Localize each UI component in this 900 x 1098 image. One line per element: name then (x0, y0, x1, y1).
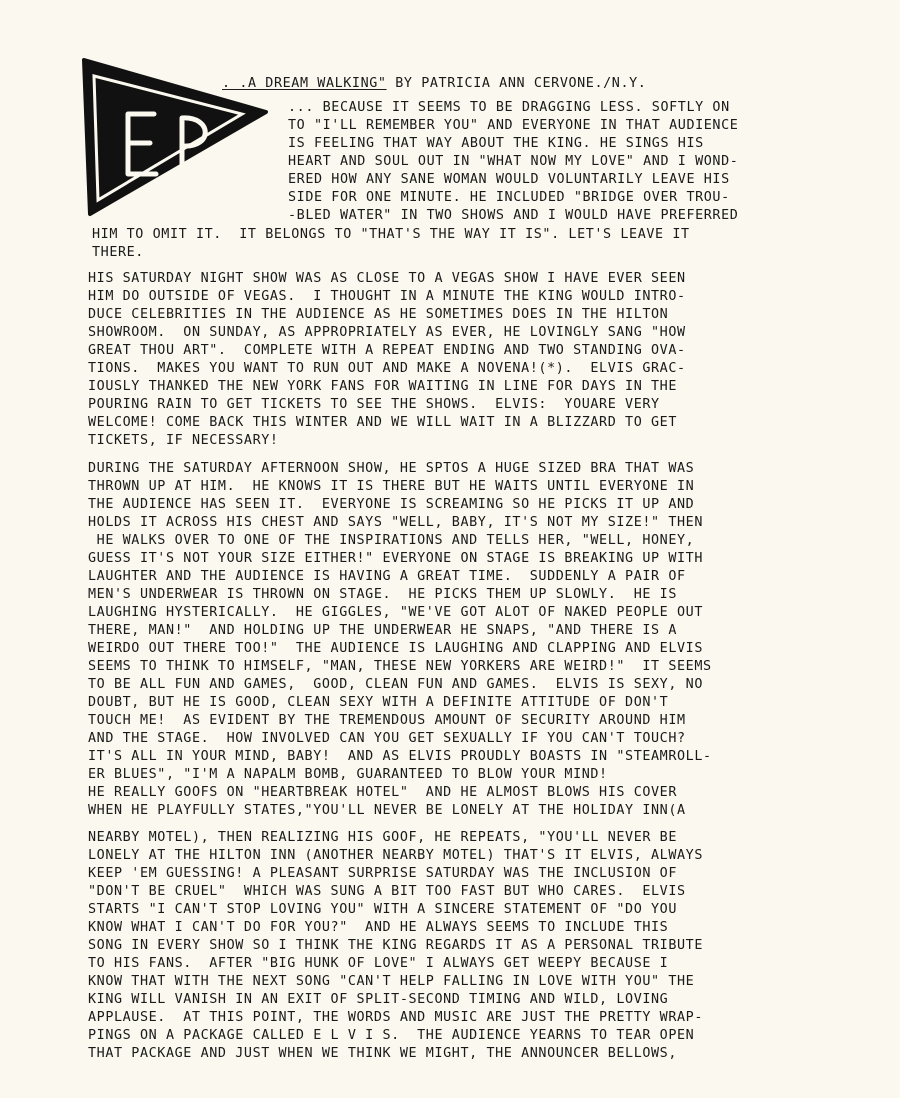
text-line: PINGS ON A PACKAGE CALLED E L V I S. THE AUDIENCE YEARNS TO TEAR OPEN (88, 1028, 695, 1043)
text-line: SIDE FOR ONE MINUTE. HE INCLUDED "BRIDGE OVER TROU- (288, 190, 730, 205)
text-line: WHEN HE PLAYFULLY STATES,"YOU'LL NEVER BE LONELY AT THE HOLIDAY INN(A (88, 803, 686, 818)
text-line: KNOW WHAT I CAN'T DO FOR YOU?" AND HE ALWAYS SEEMS TO INCLUDE THIS (88, 920, 669, 935)
text-line: TOUCH ME! AS EVIDENT BY THE TREMENDOUS AMOUNT OF SECURITY AROUND HIM (88, 713, 686, 728)
text-line: "DON'T BE CRUEL" WHICH WAS SUNG A BIT TOO FAST BUT WHO CARES. ELVIS (88, 884, 686, 899)
text-line: IS FEELING THAT WAY ABOUT THE KING. HE SINGS HIS (288, 136, 704, 151)
text-line: WEIRDO OUT THERE TOO!" THE AUDIENCE IS LAUGHING AND CLAPPING AND ELVIS (88, 641, 703, 656)
text-line: HE REALLY GOOFS ON "HEARTBREAK HOTEL" AND HE ALMOST BLOWS HIS COVER (88, 785, 678, 800)
text-line: TO BE ALL FUN AND GAMES, GOOD, CLEAN FUN AND GAMES. ELVIS IS SEXY, NO (88, 677, 703, 692)
text-line: SEEMS TO THINK TO HIMSELF, "MAN, THESE NEW YORKERS ARE WEIRD!" IT SEEMS (88, 659, 712, 674)
text-line: DURING THE SATURDAY AFTERNOON SHOW, HE SPTOS A HUGE SIZED BRA THAT WAS (88, 461, 695, 476)
text-line: WELCOME! COME BACK THIS WINTER AND WE WILL WAIT IN A BLIZZARD TO GET (88, 415, 678, 430)
text-line: TO "I'LL REMEMBER YOU" AND EVERYONE IN THAT AUDIENCE (288, 118, 739, 133)
text-line: ERED HOW ANY SANE WOMAN WOULD VOLUNTARILY LEAVE HIS (288, 172, 730, 187)
byline: BY PATRICIA ANN CERVONE./N.Y. (386, 76, 647, 91)
text-line: KEEP 'EM GUESSING! A PLEASANT SURPRISE SATURDAY WAS THE INCLUSION OF (88, 866, 678, 881)
text-line: HIM DO OUTSIDE OF VEGAS. I THOUGHT IN A MINUTE THE KING WOULD INTRO- (88, 289, 686, 304)
text-line: IT'S ALL IN YOUR MIND, BABY! AND AS ELVIS PROUDLY BOASTS IN "STEAMROLL- (88, 749, 712, 764)
text-line: AND THE STAGE. HOW INVOLVED CAN YOU GET SEXUALLY IF YOU CAN'T TOUCH? (88, 731, 686, 746)
text-line: KNOW THAT WITH THE NEXT SONG "CAN'T HELP FALLING IN LOVE WITH YOU" THE (88, 974, 695, 989)
text-line: HEART AND SOUL OUT IN "WHAT NOW MY LOVE" AND I WOND- (288, 154, 739, 169)
text-line: -BLED WATER" IN TWO SHOWS AND I WOULD HAVE PREFERRED (288, 208, 739, 223)
text-line: GUESS IT'S NOT YOUR SIZE EITHER!" EVERYONE ON STAGE IS BREAKING UP WITH (88, 551, 703, 566)
text-line: LAUGHTER AND THE AUDIENCE IS HAVING A GREAT TIME. SUDDENLY A PAIR OF (88, 569, 686, 584)
text-line: TICKETS, IF NECESSARY! (88, 433, 279, 448)
text-line: GREAT THOU ART". COMPLETE WITH A REPEAT ENDING AND TWO STANDING OVA- (88, 343, 686, 358)
text-line: POURING RAIN TO GET TICKETS TO SEE THE SHOWS. ELVIS: YOUARE VERY (88, 397, 660, 412)
text-line: KING WILL VANISH IN AN EXIT OF SPLIT-SECOND TIMING AND WILD, LOVING (88, 992, 669, 1007)
text-line: THAT PACKAGE AND JUST WHEN WE THINK WE MIGHT, THE ANNOUNCER BELLOWS, (88, 1046, 678, 1061)
song-title: . .A DREAM WALKING" (222, 76, 387, 91)
text-line: LAUGHING HYSTERICALLY. HE GIGGLES, "WE'VE GOT ALOT OF NAKED PEOPLE OUT (88, 605, 703, 620)
text-line: DUCE CELEBRITIES IN THE AUDIENCE AS HE SOMETIMES DOES IN THE HILTON (88, 307, 669, 322)
text-line: ER BLUES", "I'M A NAPALM BOMB, GUARANTEED TO BLOW YOUR MIND! (88, 767, 608, 782)
text-line: TO HIS FANS. AFTER "BIG HUNK OF LOVE" I ALWAYS GET WEEPY BECAUSE I (88, 956, 669, 971)
text-line: HIS SATURDAY NIGHT SHOW WAS AS CLOSE TO A VEGAS SHOW I HAVE EVER SEEN (88, 271, 686, 286)
text-line: HE WALKS OVER TO ONE OF THE INSPIRATIONS AND TELLS HER, "WELL, HONEY, (88, 533, 695, 548)
text-line: THERE. (92, 245, 144, 260)
text-line: HOLDS IT ACROSS HIS CHEST AND SAYS "WELL, BABY, IT'S NOT MY SIZE!" THEN (88, 515, 703, 530)
text-line: MEN'S UNDERWEAR IS THROWN ON STAGE. HE PICKS THEM UP SLOWLY. HE IS (88, 587, 678, 602)
text-line: APPLAUSE. AT THIS POINT, THE WORDS AND MUSIC ARE JUST THE PRETTY WRAP- (88, 1010, 703, 1025)
text-line: SHOWROOM. ON SUNDAY, AS APPROPRIATELY AS EVER, HE LOVINGLY SANG "HOW (88, 325, 686, 340)
text-line: LONELY AT THE HILTON INN (ANOTHER NEARBY MOTEL) THAT'S IT ELVIS, ALWAYS (88, 848, 703, 863)
text-line: NEARBY MOTEL), THEN REALIZING HIS GOOF, HE REPEATS, "YOU'LL NEVER BE (88, 830, 678, 845)
text-line: THROWN UP AT HIM. HE KNOWS IT IS THERE BUT HE WAITS UNTIL EVERYONE IN (88, 479, 695, 494)
text-line: DOUBT, BUT HE IS GOOD, CLEAN SEXY WITH A DEFINITE ATTITUDE OF DON'T (88, 695, 669, 710)
text-line: TIONS. MAKES YOU WANT TO RUN OUT AND MAKE A NOVENA!(*). ELVIS GRAC- (88, 361, 686, 376)
text-line: STARTS "I CAN'T STOP LOVING YOU" WITH A SINCERE STATEMENT OF "DO YOU (88, 902, 678, 917)
text-line: SONG IN EVERY SHOW SO I THINK THE KING REGARDS IT AS A PERSONAL TRIBUTE (88, 938, 703, 953)
text-line: THERE, MAN!" AND HOLDING UP THE UNDERWEAR HE SNAPS, "AND THERE IS A (88, 623, 678, 638)
text-line: HIM TO OMIT IT. IT BELONGS TO "THAT'S THE WAY IT IS". LET'S LEAVE IT (92, 227, 690, 242)
article-title (222, 76, 646, 92)
text-line: ... BECAUSE IT SEEMS TO BE DRAGGING LESS. SOFTLY ON (288, 100, 730, 115)
text-line: THE AUDIENCE HAS SEEN IT. EVERYONE IS SCREAMING SO HE PICKS IT UP AND (88, 497, 695, 512)
text-line: IOUSLY THANKED THE NEW YORK FANS FOR WAITING IN LINE FOR DAYS IN THE (88, 379, 678, 394)
